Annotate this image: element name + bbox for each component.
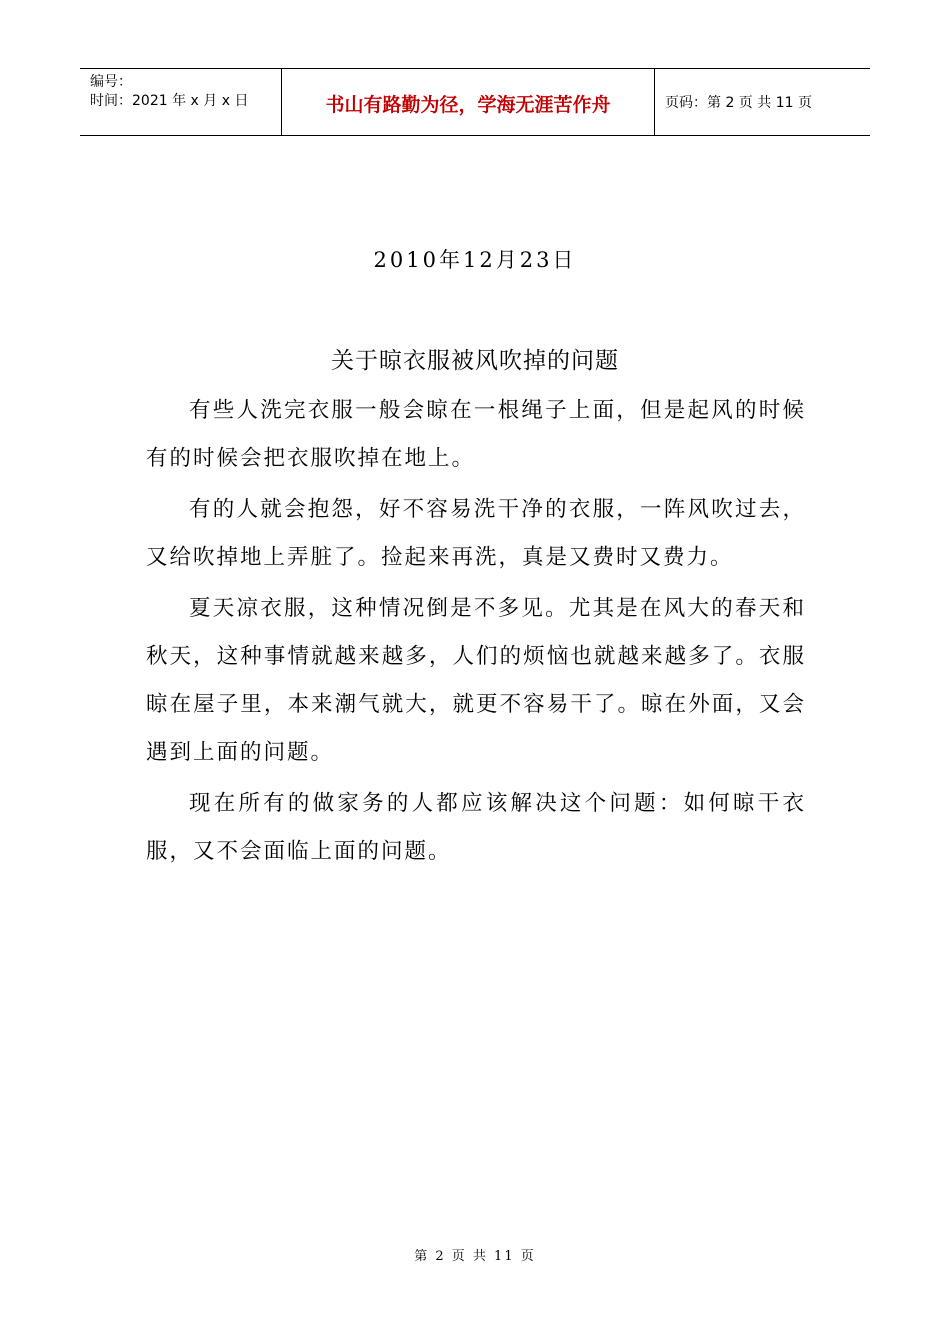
time-label: 时间：2021 年 x 月 x 日 <box>90 93 249 109</box>
body-paragraph: 有些人洗完衣服一般会晾在一根绳子上面，但是起风的时候有的时候会把衣服吹掉在地上。 <box>146 398 806 471</box>
header-page-info: 页码：第 2 页 共 11 页 <box>665 95 812 111</box>
header-motto: 书山有路勤为径，学海无涯苦作舟 <box>325 93 611 116</box>
body-paragraph: 夏天凉衣服，这种情况倒是不多见。尤其是在风大的春天和秋天，这种事情就越来越多，人们的烦恼也就越来越多了。衣服晾在屋子里，本来潮气就大，就更不容易干了。晾在外面，又会遇到上面的问题。 <box>146 596 806 765</box>
body-paragraph: 现在所有的做家务的人都应该解决这个问题：如何晾干衣服，又不会面临上面的问题。 <box>146 791 806 864</box>
header-meta-cell <box>80 69 281 135</box>
header-page-cell <box>655 69 870 135</box>
document-title: 关于晾衣服被风吹掉的问题 <box>331 348 619 374</box>
document-header <box>80 68 870 136</box>
page-footer: 第 2 页 共 11 页 <box>414 1249 536 1264</box>
header-motto-cell <box>281 69 655 135</box>
serial-number-label: 编号： <box>90 74 132 90</box>
document-date: 2010年12月23日 <box>373 248 577 272</box>
body-paragraph: 有的人就会抱怨，好不容易洗干净的衣服，一阵风吹过去，又给吹掉地上弄脏了。捡起来再洗，真是又费时又费力。 <box>146 497 806 570</box>
document-body <box>146 387 806 879</box>
